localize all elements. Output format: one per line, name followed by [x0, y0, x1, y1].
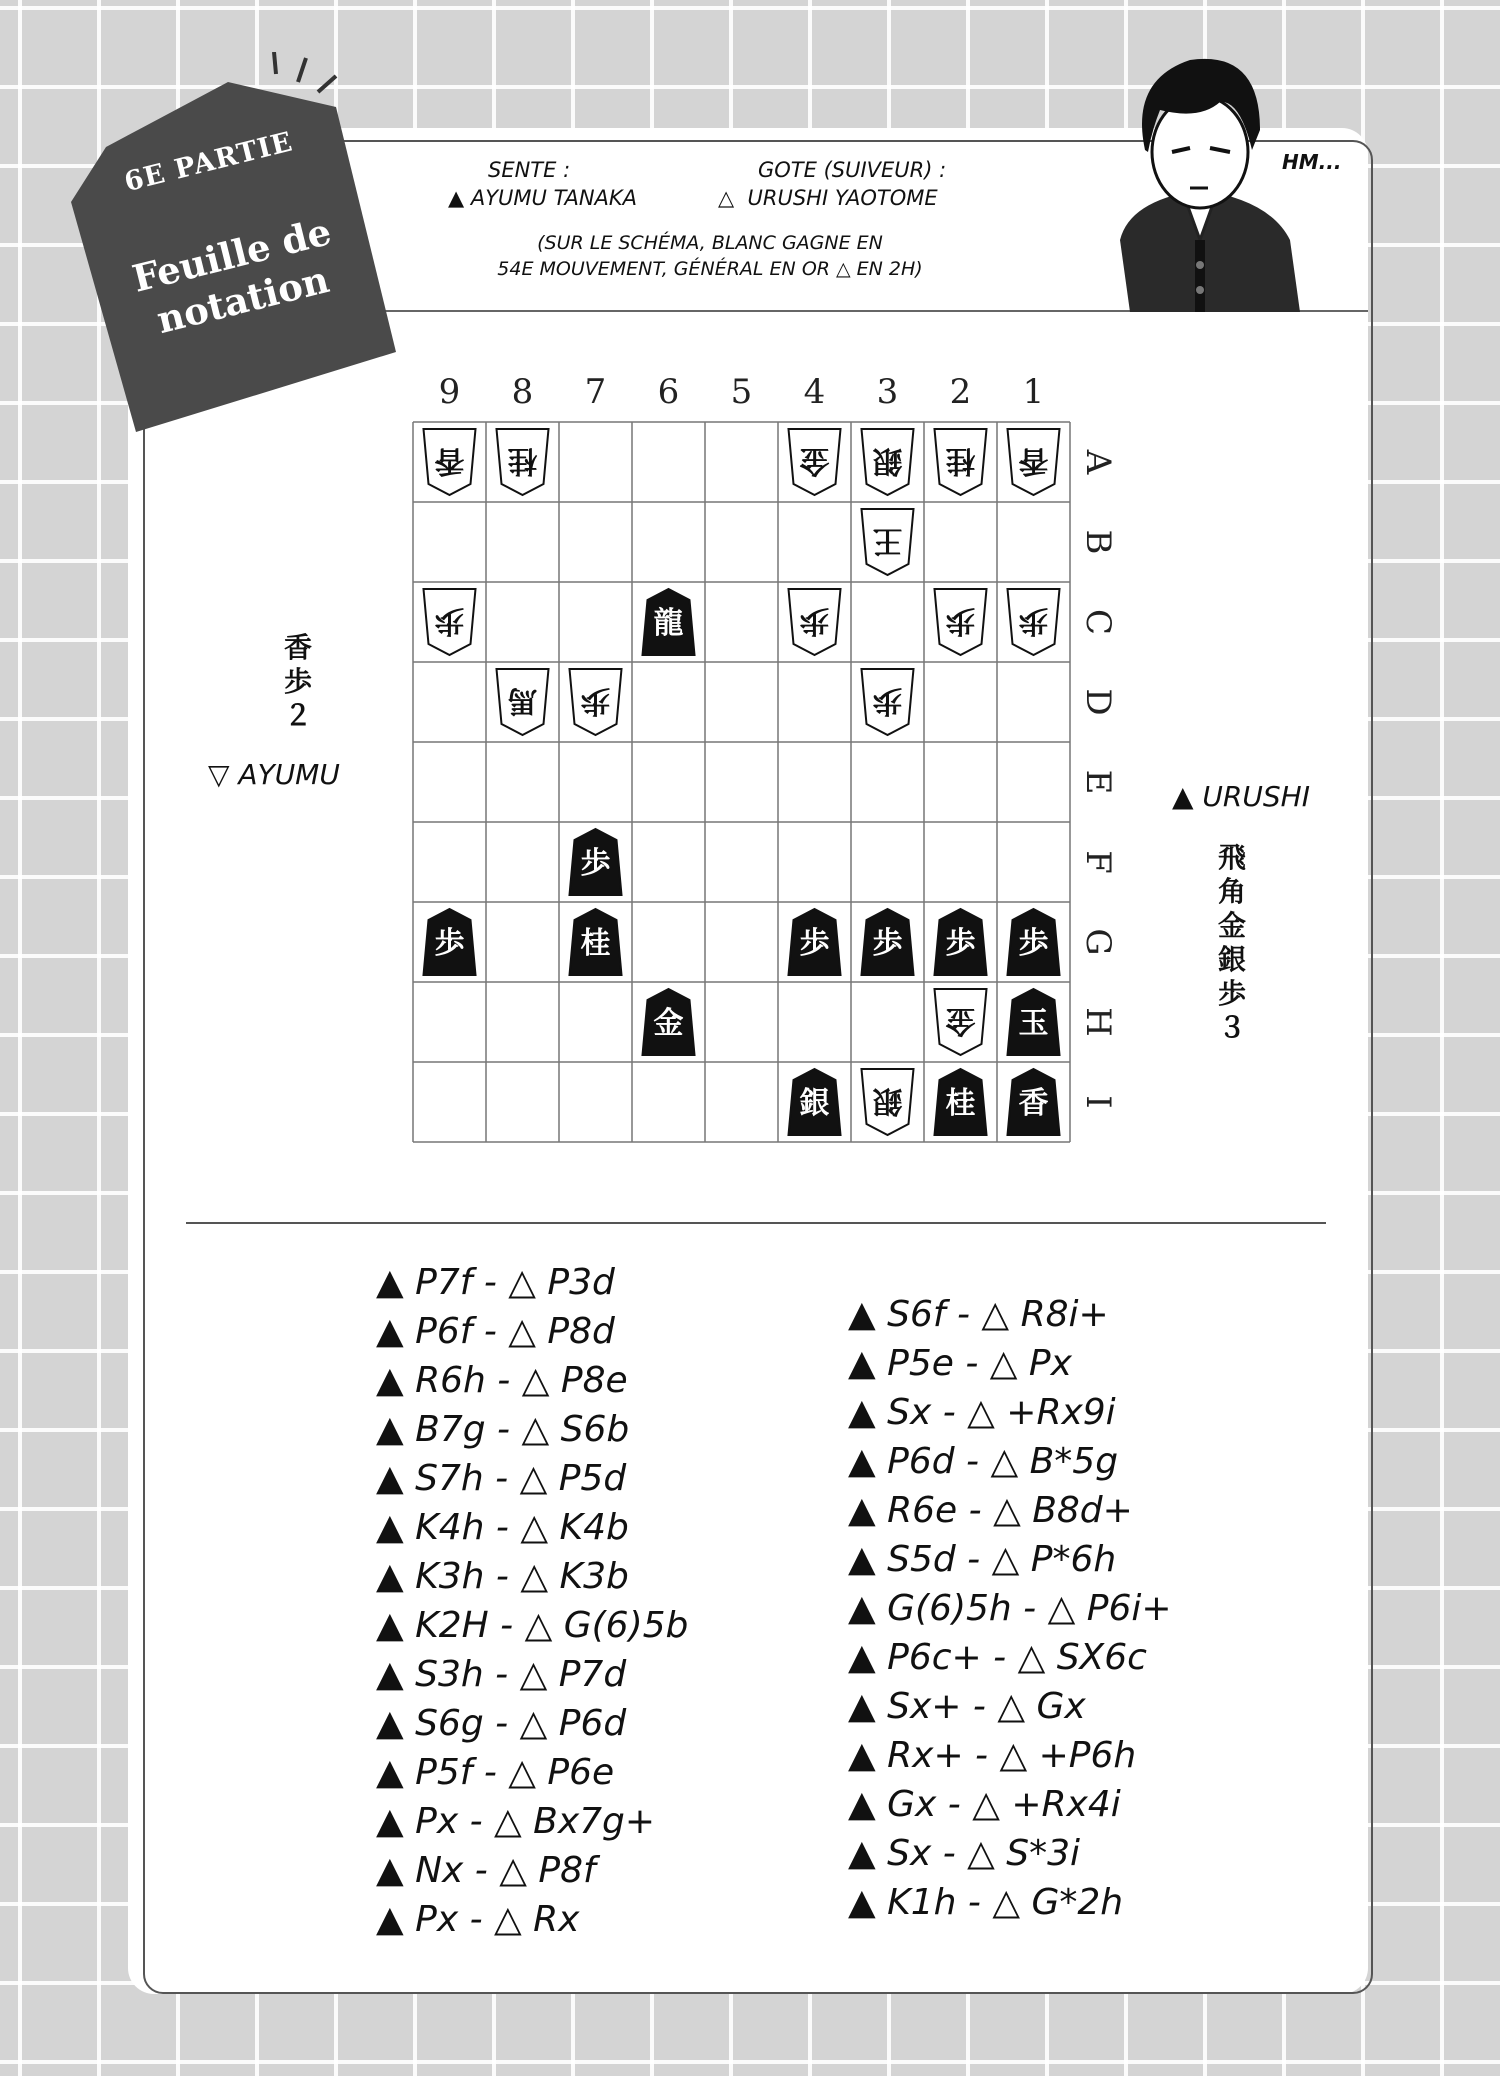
column-label: 2 [949, 372, 972, 412]
column-label: 8 [511, 372, 534, 412]
move-entry: ▲ Px - △ Bx7g+ [376, 1801, 656, 1842]
move-entry: ▲ R6h - △ P8e [376, 1360, 628, 1401]
piece-kanji: 香 [434, 443, 465, 478]
move-entry: ▲ S3h - △ P7d [376, 1654, 627, 1695]
piece-kanji: 桂 [580, 926, 611, 961]
hand-piece: ２ [283, 699, 312, 732]
row-label: D [1078, 688, 1118, 716]
right-player: ▲ URUSHI [1172, 780, 1310, 813]
sente-player [448, 186, 637, 210]
move-entry: ▲ K2H - △ G(6)5b [376, 1605, 689, 1646]
piece-kanji: 香 [1018, 1086, 1049, 1121]
moves-divider [186, 1222, 1326, 1224]
piece-kanji: 歩 [1018, 603, 1049, 638]
piece-kanji: 金 [653, 1006, 684, 1041]
piece-kanji: 歩 [945, 926, 976, 961]
shogi-piece[interactable] [424, 909, 476, 975]
move-entry: ▲ P6f - △ P8d [376, 1311, 615, 1352]
shogi-piece[interactable] [1008, 589, 1060, 655]
sente-mark: ▲ [448, 186, 465, 210]
piece-kanji: 歩 [945, 603, 976, 638]
shogi-piece[interactable] [789, 589, 841, 655]
piece-kanji: 銀 [872, 443, 903, 478]
hand-piece: 飛 [1217, 841, 1246, 874]
column-label: 9 [438, 372, 461, 412]
shogi-piece[interactable] [862, 509, 914, 575]
gote-label: GOTE (SUIVEUR) : [758, 158, 947, 182]
hand-piece: 歩 [283, 665, 312, 698]
shogi-piece[interactable] [789, 909, 841, 975]
shogi-piece[interactable] [862, 909, 914, 975]
note-line-2: 54E MOUVEMENT, GÉNÉRAL EN OR △ EN 2H) [497, 258, 923, 280]
shogi-piece[interactable] [935, 1069, 987, 1135]
shogi-piece[interactable] [935, 589, 987, 655]
hand-piece: 金 [1217, 909, 1246, 942]
shogi-piece[interactable] [862, 1069, 914, 1135]
piece-kanji: 歩 [1018, 926, 1049, 961]
row-label: C [1078, 608, 1118, 635]
shogi-piece[interactable] [1008, 989, 1060, 1055]
row-label: A [1078, 449, 1118, 475]
move-entry: ▲ P6c+ - △ SX6c [848, 1637, 1147, 1678]
row-label: G [1078, 928, 1118, 956]
shogi-piece[interactable] [935, 429, 987, 495]
move-entry: ▲ P5f - △ P6e [376, 1752, 615, 1793]
piece-kanji: 銀 [872, 1083, 903, 1118]
piece-kanji: 香 [1018, 443, 1049, 478]
gote-player [718, 186, 938, 210]
column-label: 1 [1022, 372, 1045, 412]
piece-kanji: 桂 [945, 1086, 976, 1121]
chapter-tag [66, 52, 396, 452]
tag-title: Feuille de notation [128, 209, 336, 343]
move-entry: ▲ Px - △ Rx [376, 1899, 580, 1940]
column-label: 7 [584, 372, 607, 412]
piece-kanji: 王 [872, 523, 903, 558]
piece-kanji: 歩 [872, 926, 903, 961]
move-entry: ▲ S6f - △ R8i+ [848, 1294, 1109, 1335]
shogi-piece[interactable] [424, 589, 476, 655]
move-entry: ▲ K4h - △ K4b [376, 1507, 629, 1548]
left-player: ▽ AYUMU [208, 758, 340, 791]
row-label: H [1078, 1007, 1118, 1037]
sente-name: AYUMU TANAKA [470, 186, 638, 210]
shogi-piece[interactable] [1008, 429, 1060, 495]
piece-kanji: 馬 [507, 683, 538, 718]
shogi-piece[interactable] [497, 429, 549, 495]
row-label: E [1078, 769, 1118, 795]
gote-mark: △ [718, 186, 735, 210]
note-line-1: (SUR LE SCHÉMA, BLANC GAGNE EN [537, 232, 883, 254]
move-entry: ▲ Nx - △ P8f [376, 1850, 596, 1891]
shogi-piece[interactable] [1008, 909, 1060, 975]
move-entry: ▲ S7h - △ P5d [376, 1458, 627, 1499]
shogi-piece[interactable] [424, 429, 476, 495]
shogi-piece[interactable] [1008, 1069, 1060, 1135]
piece-kanji: 歩 [434, 603, 465, 638]
hand-piece: 角 [1217, 875, 1246, 908]
move-entry: ▲ P5e - △ Px [848, 1343, 1072, 1384]
shogi-piece[interactable] [643, 989, 695, 1055]
move-entry: ▲ B7g - △ S6b [376, 1409, 630, 1450]
hand-piece: 銀 [1217, 943, 1246, 976]
move-entry: ▲ P6d - △ B*5g [848, 1441, 1119, 1482]
piece-kanji: 歩 [434, 926, 465, 961]
piece-kanji: 歩 [799, 603, 830, 638]
move-entry: ▲ Sx - △ S*3i [848, 1833, 1081, 1874]
move-entry: ▲ Rx+ - △ +P6h [848, 1735, 1137, 1776]
shogi-piece[interactable] [497, 669, 549, 735]
piece-kanji: 歩 [580, 846, 611, 881]
moves-left-column [376, 1258, 688, 1944]
moves-right-column [848, 1290, 1172, 1927]
shogi-piece[interactable] [862, 429, 914, 495]
piece-kanji: 桂 [507, 443, 538, 478]
move-entry: ▲ Gx - △ +Rx4i [848, 1784, 1121, 1825]
piece-kanji: 歩 [799, 926, 830, 961]
sente-label: SENTE : [488, 158, 571, 182]
hand-piece: 歩 [1217, 977, 1246, 1010]
column-label: 6 [657, 372, 680, 412]
shogi-piece[interactable] [570, 669, 622, 735]
column-label: 5 [730, 372, 753, 412]
shogi-piece[interactable] [935, 989, 987, 1055]
move-entry: ▲ G(6)5h - △ P6i+ [848, 1588, 1172, 1629]
column-label: 4 [803, 372, 826, 412]
hand-piece: ３ [1217, 1011, 1246, 1044]
piece-kanji: 歩 [580, 683, 611, 718]
piece-kanji: 金 [945, 1003, 976, 1038]
move-entry: ▲ K1h - △ G*2h [848, 1882, 1124, 1923]
tag-part: 6E PARTIE [121, 126, 296, 199]
move-entry: ▲ R6e - △ B8d+ [848, 1490, 1133, 1531]
shogi-piece[interactable] [570, 829, 622, 895]
piece-kanji: 銀 [799, 1086, 830, 1121]
speech-text: HM... [1282, 150, 1342, 174]
shogi-piece[interactable] [570, 909, 622, 975]
piece-kanji: 歩 [872, 683, 903, 718]
shogi-piece[interactable] [643, 589, 695, 655]
gote-name: URUSHI YAOTOME [747, 186, 938, 210]
shogi-piece[interactable] [789, 429, 841, 495]
row-label: F [1078, 850, 1118, 874]
piece-kanji: 龍 [653, 606, 684, 641]
shogi-piece[interactable] [789, 1069, 841, 1135]
move-entry: ▲ K3h - △ K3b [376, 1556, 629, 1597]
row-label: B [1078, 529, 1118, 555]
row-label: I [1078, 1095, 1118, 1109]
character-illustration [1090, 40, 1310, 312]
move-entry: ▲ S6g - △ P6d [376, 1703, 627, 1744]
column-label: 3 [876, 372, 899, 412]
shogi-piece[interactable] [935, 909, 987, 975]
move-entry: ▲ S5d - △ P*6h [848, 1539, 1117, 1580]
piece-kanji: 金 [799, 443, 830, 478]
shogi-board [412, 420, 1072, 1144]
piece-kanji: 玉 [1018, 1006, 1049, 1041]
piece-kanji: 桂 [945, 443, 976, 478]
move-entry: ▲ Sx+ - △ Gx [848, 1686, 1086, 1727]
move-entry: ▲ Sx - △ +Rx9i [848, 1392, 1116, 1433]
move-entry: ▲ P7f - △ P3d [376, 1262, 615, 1303]
shogi-piece[interactable] [862, 669, 914, 735]
hand-piece: 香 [283, 631, 312, 664]
